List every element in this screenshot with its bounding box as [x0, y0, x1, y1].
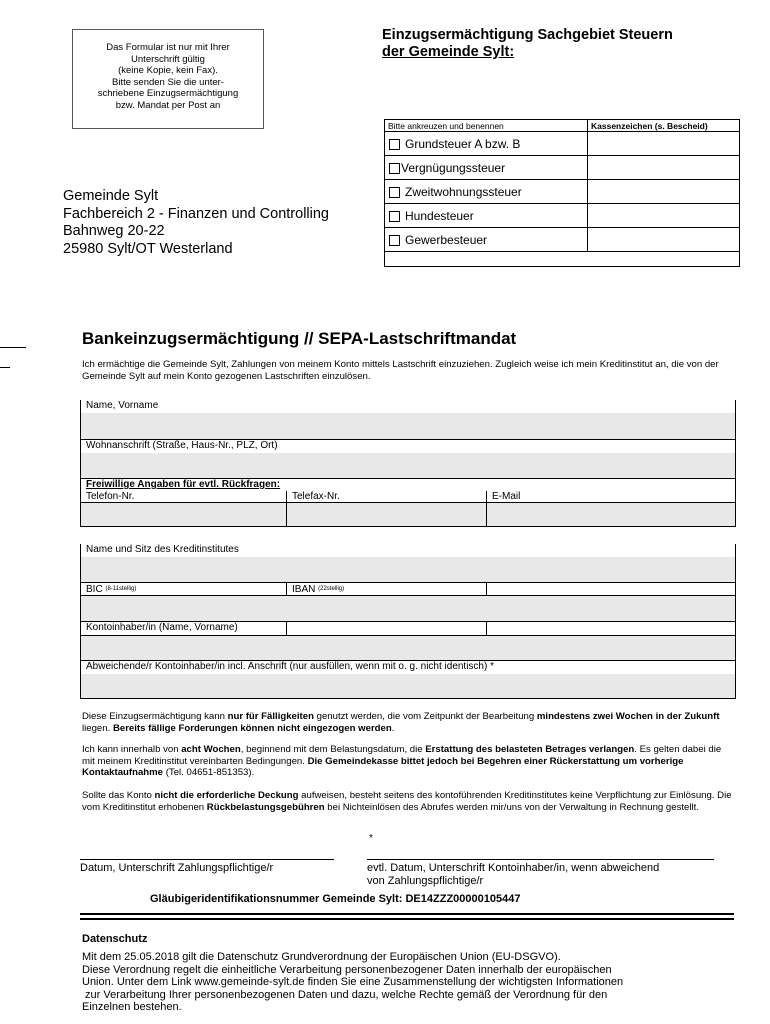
- punch-mark: [0, 367, 10, 368]
- tax-row-grundsteuer: [385, 132, 740, 156]
- checkbox-hundesteuer[interactable]: [389, 211, 400, 222]
- due-dates-paragraph: Diese Einzugsermächtigung kann nur für Fälligkeiten genutzt werden, die vom Zeitpunkt der Bearbeitung mindestens zwei Wochen in der Zukunft liegen. Bereits fällige Forderungen können nicht eingezogen werden.: [82, 711, 720, 734]
- alt-holder-field[interactable]: [81, 674, 735, 699]
- holder-field-part2[interactable]: [487, 622, 735, 635]
- tax-row-hundesteuer: [385, 204, 740, 228]
- alt-holder-label: Abweichende/r Kontoinhaber/in incl. Anschrift (nur ausfüllen, wenn mit o. g. nicht identisch) *: [81, 661, 735, 674]
- bic-label: BIC $^{(8-11stellig)}$: [81, 583, 287, 595]
- coverage-paragraph: Sollte das Konto nicht die erforderliche Deckung aufweisen, besteht seitens des kontoführenden Kreditinstitutes keine Verpflichtung zur Einlösung. Die vom Kreditinstitut erhobenen Rückbelastungsgebühren bei Nichteinlösen des Abrufes werden mir/uns von der Verwaltung in Rechnung gestellt.: [82, 790, 732, 813]
- tax-row-vergnuegungssteuer: [385, 156, 740, 180]
- phone-field[interactable]: [81, 503, 287, 526]
- fax-label: Telefax-Nr.: [287, 491, 487, 502]
- email-field[interactable]: [487, 503, 735, 526]
- checkbox-grundsteuer[interactable]: [389, 139, 400, 150]
- holder-label: Kontoinhaber/in (Name, Vorname): [81, 622, 287, 635]
- signature-line-holder[interactable]: [367, 859, 714, 860]
- privacy-title: Datenschutz: [82, 933, 148, 945]
- address-field[interactable]: [81, 453, 735, 479]
- phone-label: Telefon-Nr.: [81, 491, 287, 502]
- document-title: [382, 27, 673, 61]
- contact-fields-row: [81, 503, 735, 527]
- notice-line: Bitte senden Sie die unter-: [112, 76, 224, 88]
- signature-label-holder: evtl. Datum, Unterschrift Kontoinhaber/in, wenn abweichend von Zahlungspflichtige/r: [367, 862, 660, 887]
- address-line: Fachbereich 2 - Finanzen und Controlling: [63, 205, 329, 222]
- recipient-address: [63, 188, 329, 258]
- reference-field-vergnuegungssteuer[interactable]: [588, 156, 740, 180]
- address-line: 25980 Sylt/OT Westerland: [63, 240, 233, 257]
- document-title-line1: Einzugsermächtigung Sachgebiet Steuern: [382, 27, 673, 43]
- signature-line-payer[interactable]: [80, 859, 334, 860]
- reference-field-gewerbesteuer[interactable]: [588, 228, 740, 252]
- tax-table-header: [385, 120, 740, 132]
- checkbox-zweitwohnungssteuer[interactable]: [389, 187, 400, 198]
- fold-mark: [0, 347, 26, 348]
- bic-iban-row: [81, 583, 735, 596]
- refund-paragraph: Ich kann innerhalb von acht Wochen, beginnend mit dem Belastungsdatum, die Erstattung des belasteten Betrages verlangen. Es gelten dabei die mit meinem Kreditinstitut vereinbarten Bedingungen. Die Gemeindekasse bittet jedoch bei Begehren einer Rückerstattung um vorherige Kontaktaufnahme (Tel. 04651-851353).: [82, 744, 722, 779]
- notice-line: bzw. Mandat per Post an: [115, 99, 221, 111]
- notice-line: Das Formular ist nur mit Ihrer: [106, 42, 230, 53]
- sepa-title: Bankeinzugsermächtigung // SEPA-Lastschriftmandat: [82, 329, 517, 348]
- tax-selection-table: [384, 119, 740, 267]
- iban-label: IBAN $^{(22stellig)}$: [287, 583, 487, 595]
- bic-iban-spare: [487, 583, 735, 595]
- sepa-intro: Ich ermächtige die Gemeinde Sylt, Zahlungen von meinem Konto mittels Lastschrift einzuziehen. Zugleich weise ich mein Kreditinstitut an, die von der Gemeinde Sylt auf mein Konto gezogenen Lastschriften einzulösen.: [82, 359, 719, 382]
- double-rule: [80, 913, 734, 920]
- bank-name-field[interactable]: [81, 557, 735, 583]
- signature-label-payer: Datum, Unterschrift Zahlungspflichtige/r: [80, 862, 274, 874]
- checkbox-vergnuegungssteuer[interactable]: [389, 163, 400, 174]
- tax-row-zweitwohnungssteuer: [385, 180, 740, 204]
- tax-table-col-check: Bitte ankreuzen und benennen: [385, 120, 588, 132]
- tax-item-label: Gewerbesteuer: [405, 232, 488, 247]
- address-line: Bahnweg 20-22: [63, 223, 165, 239]
- reference-field-hundesteuer[interactable]: [588, 204, 740, 228]
- bank-name-label: Name und Sitz des Kreditinstitutes: [81, 544, 735, 557]
- tax-item-label: Zweitwohnungssteuer: [405, 184, 522, 199]
- creditor-id: Gläubigeridentifikationsnummer Gemeinde Sylt: DE14ZZZ00000105447: [150, 893, 521, 905]
- bank-form: [80, 544, 736, 699]
- bic-iban-field[interactable]: [81, 596, 735, 622]
- address-line: Gemeinde Sylt: [63, 188, 159, 204]
- privacy-text: Mit dem 25.05.2018 gilt die Datenschutz Grundverordnung der Europäischen Union (EU-DSGVO). Diese Verordnung regelt die einheitliche Verarbeitung personenbezogener Daten innerhalb der europäischen Union. Unter dem Link www.gemeinde-sylt.de finden Sie eine Zusammenstellung der wichtigsten Informationen zur Verarbeitung Ihrer personenbezogenen Daten und dazu, welche Rechte gemäß der Verordnung für den Einzelnen bestehen.: [82, 951, 624, 1013]
- signature-asterisk: *: [369, 833, 373, 844]
- email-label: E-Mail: [487, 491, 735, 502]
- address-label: Wohnanschrift (Straße, Haus-Nr., PLZ, Ort): [81, 440, 735, 453]
- tax-table-bottom-row: [385, 252, 740, 267]
- payer-form: [80, 400, 736, 527]
- contact-labels-row: [81, 491, 735, 503]
- reference-field-grundsteuer[interactable]: [588, 132, 740, 156]
- document-title-line2: der Gemeinde Sylt:: [382, 44, 515, 60]
- checkbox-gewerbesteuer[interactable]: [389, 235, 400, 246]
- name-label: Name, Vorname: [81, 400, 735, 413]
- notice-line: Unterschrift gültig: [131, 53, 205, 65]
- iban-note: (22stellig): [318, 586, 345, 592]
- notice-line: schriebene Einzugsermächtigung: [97, 88, 239, 100]
- holder-field-part1[interactable]: [287, 622, 487, 635]
- tax-item-label: Grundsteuer A bzw. B: [405, 136, 521, 151]
- reference-field-zweitwohnungssteuer[interactable]: [588, 180, 740, 204]
- name-field[interactable]: [81, 413, 735, 440]
- holder-field[interactable]: [81, 636, 735, 661]
- holder-row: [81, 622, 735, 636]
- tax-item-label: Vergnügungssteuer: [401, 160, 506, 175]
- bic-note: (8-11stellig): [105, 586, 137, 592]
- notice-line: (keine Kopie, kein Fax).: [118, 65, 218, 77]
- notice-box: [72, 29, 264, 129]
- tax-row-gewerbesteuer: [385, 228, 740, 252]
- voluntary-info-label: Freiwillige Angaben für evtl. Rückfragen:: [81, 479, 735, 491]
- tax-table-col-reference: Kassenzeichen (s. Bescheid): [588, 120, 740, 132]
- tax-item-label: Hundesteuer: [405, 208, 474, 223]
- fax-field[interactable]: [287, 503, 487, 526]
